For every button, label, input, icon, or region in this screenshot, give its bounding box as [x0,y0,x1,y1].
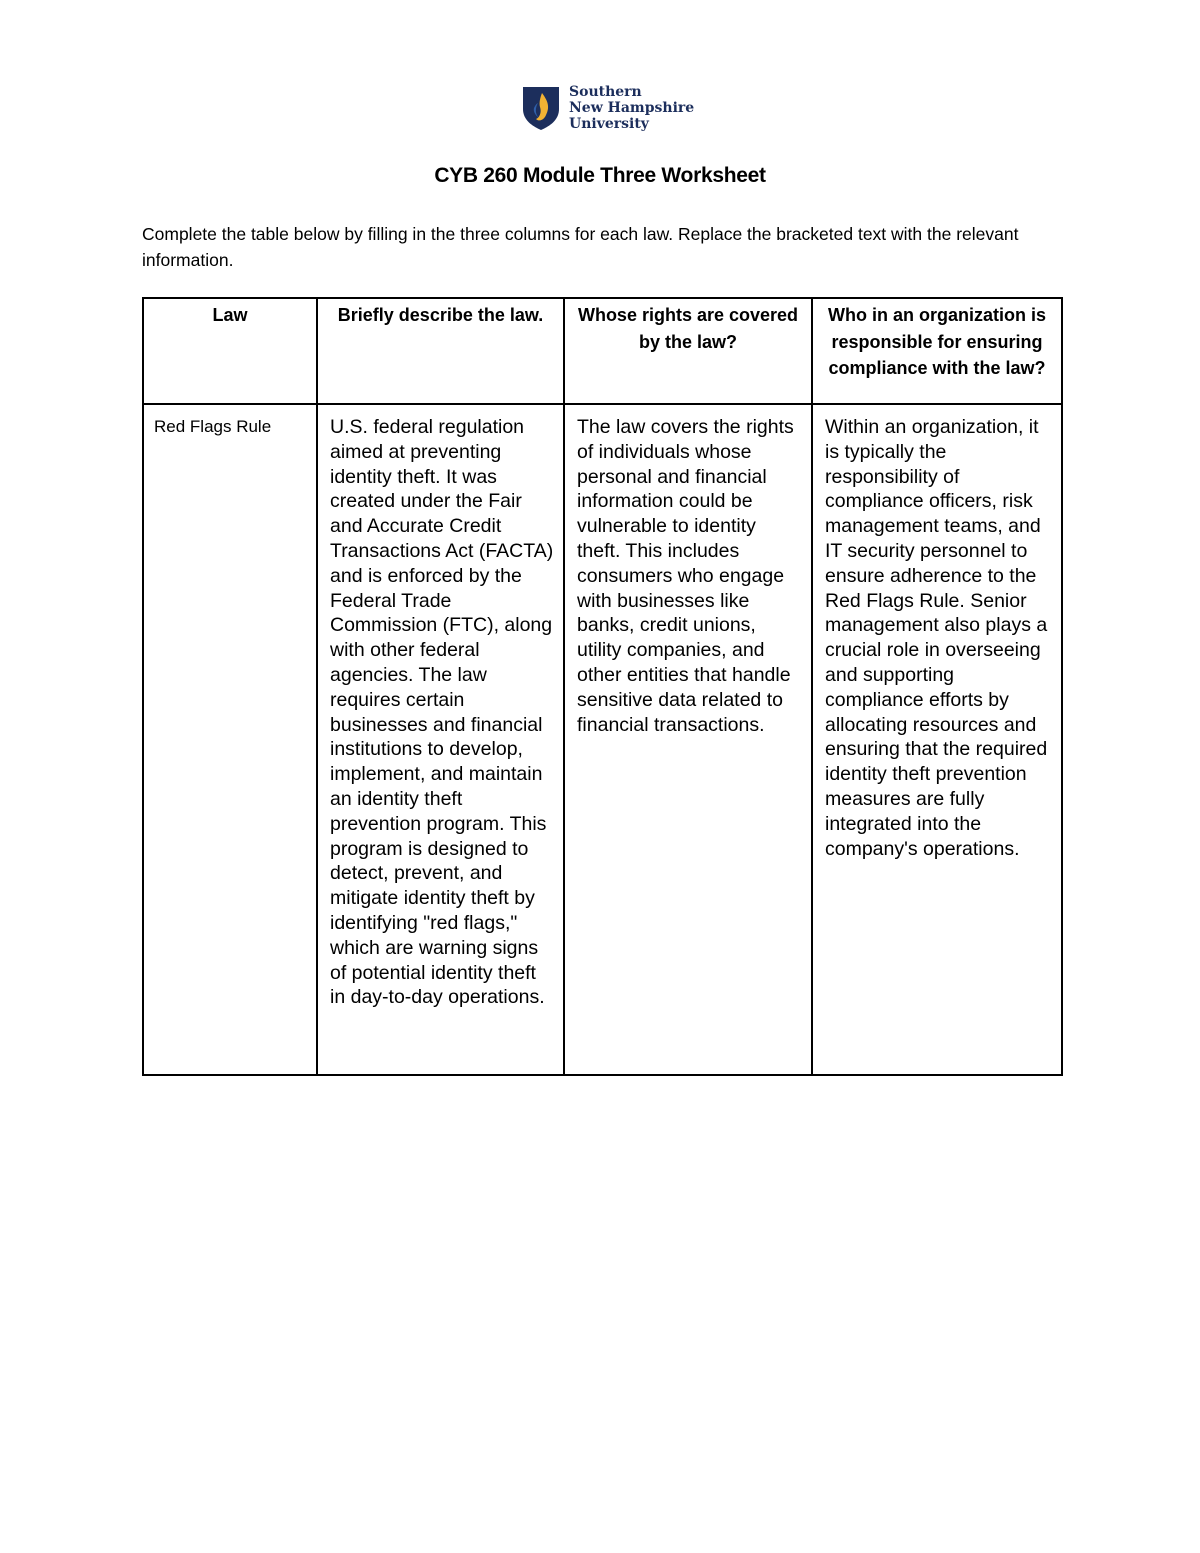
logo-line-2: New Hampshire [569,100,695,116]
header-law: Law [143,298,317,404]
rights-covered-cell: The law covers the rights of individuals whose personal and financial information could be vulnerable to identity theft. This includes consumers who engage with businesses like banks, credit unions, utility companies, and other entities that handle sensitive data related to financial transactions. [564,404,812,1075]
document-title: CYB 260 Module Three Worksheet [434,164,766,187]
table-header-row [143,298,1062,404]
laws-table [142,297,1063,1076]
header-responsible: Who in an organization is responsible for ensuring compliance with the law? [812,298,1062,404]
responsible-cell: Within an organization, it is typically the responsibility of compliance officers, risk management teams, and IT security personnel to ensure adherence to the Red Flags Rule. Senior management also plays a crucial role in overseeing and supporting compliance efforts by allocating resources and ensuring that the required identity theft prevention measures are fully integrated into the company's operations. [812,404,1062,1075]
header-description: Briefly describe the law. [317,298,564,404]
instructions-text: Complete the table below by filling in the three columns for each law. Replace the bracketed text with the relevant information. [142,224,1019,270]
table-row [143,404,1062,1075]
header-rights-covered: Whose rights are covered by the law? [564,298,812,404]
flame-shield-icon [521,85,561,131]
law-name-cell: Red Flags Rule [143,404,317,1075]
university-logo [521,84,694,132]
university-name [569,84,694,132]
logo-line-1: Southern [569,84,642,100]
description-cell: U.S. federal regulation aimed at preventing identity theft. It was created under the Fair and Accurate Credit Transactions Act (FACTA) and is enforced by the Federal Trade Commission (FTC), along with other federal agencies. The law requires certain businesses and financial institutions to develop, implement, and maintain an identity theft prevention program. This program is designed to detect, prevent, and mitigate identity theft by identifying "red flags," which are warning signs of potential identity theft in day-to-day operations. [317,404,564,1075]
logo-line-3: University [569,116,649,132]
